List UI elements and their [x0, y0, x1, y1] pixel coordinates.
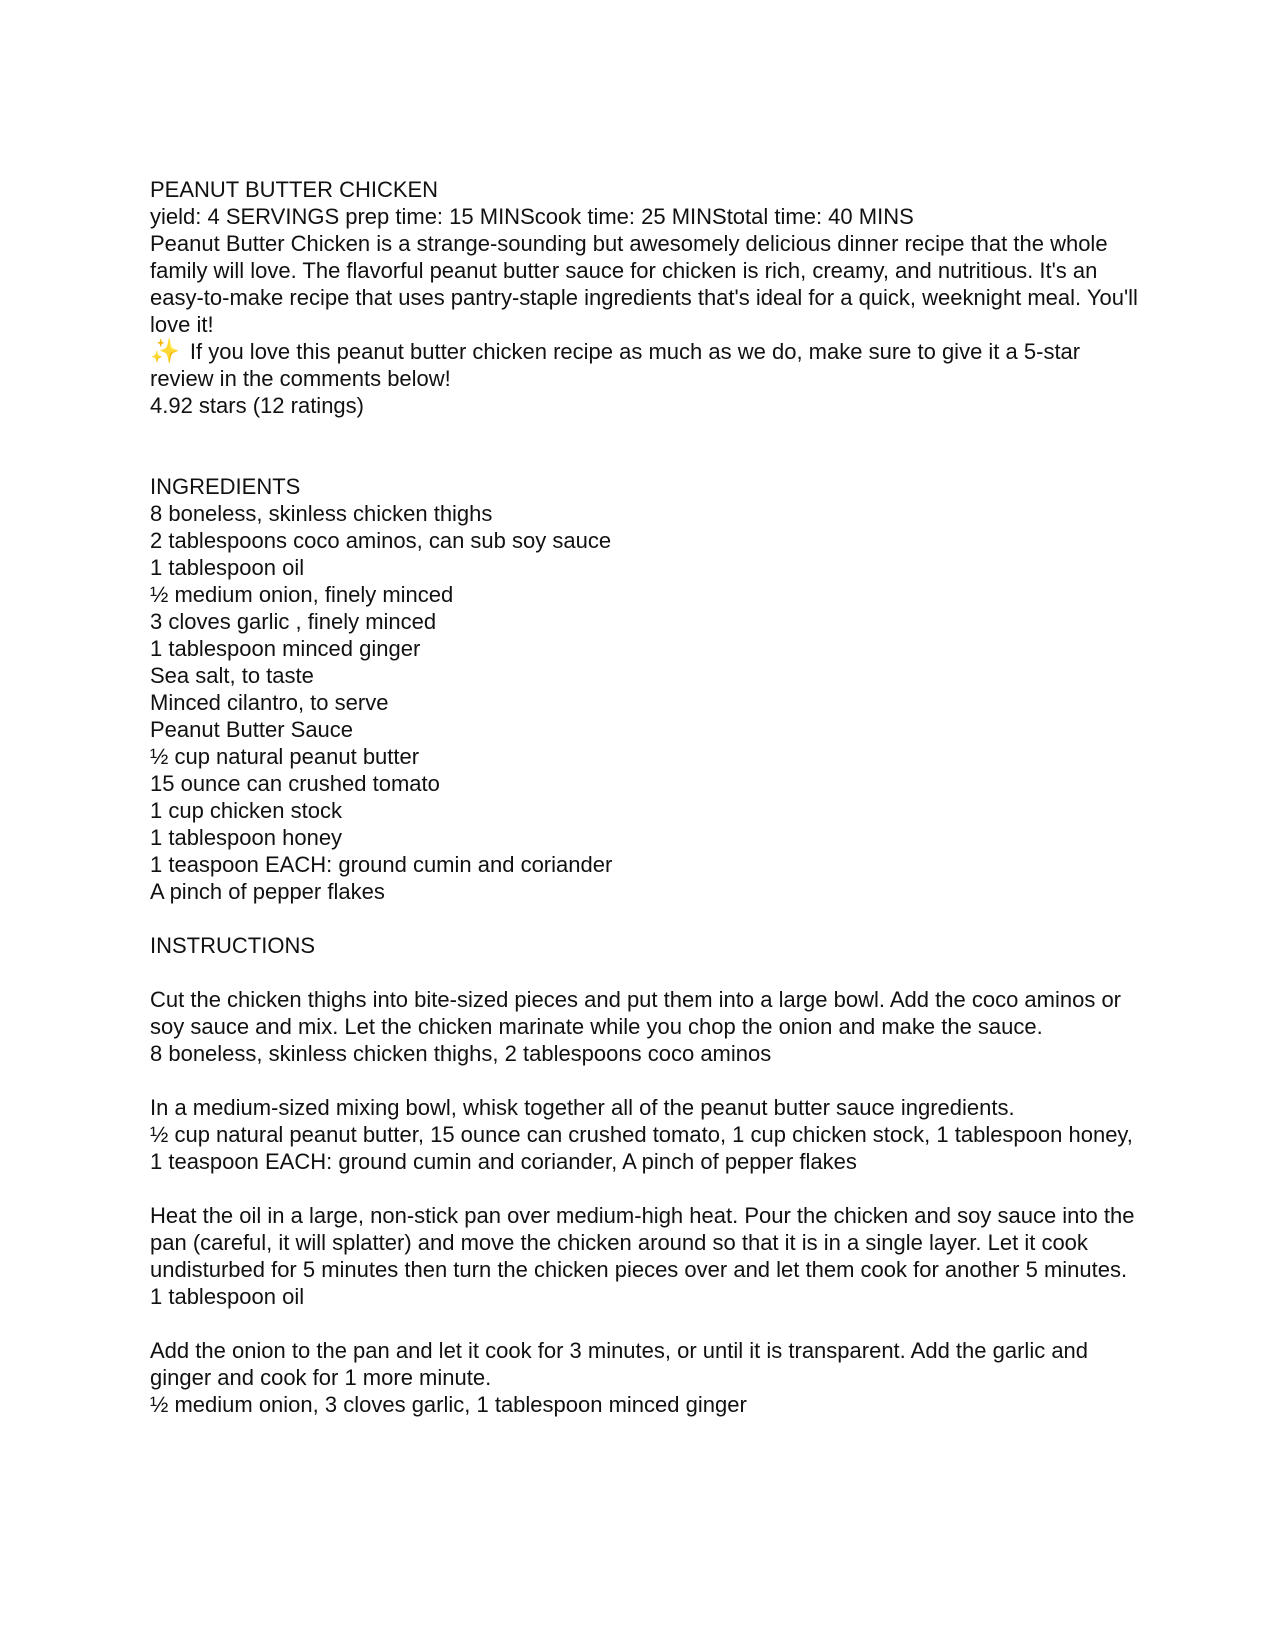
ingredients-heading: INGREDIENTS: [150, 474, 301, 499]
step-ingredients: 8 boneless, skinless chicken thighs, 2 tablespoons coco aminos: [150, 1041, 772, 1066]
ingredients-list: [150, 500, 1140, 905]
ingredient-item: A pinch of pepper flakes: [150, 879, 385, 904]
step-text: Add the onion to the pan and let it cook for 3 minutes, or until it is transparent. Add the garlic and ginger and cook for 1 more minute.: [150, 1338, 1089, 1390]
ingredient-item: 1 cup chicken stock: [150, 798, 342, 823]
ingredient-item: 8 boneless, skinless chicken thighs: [150, 501, 493, 526]
document-page: [150, 176, 1140, 1418]
ingredient-item: ½ cup natural peanut butter: [150, 744, 420, 769]
step-text: Cut the chicken thighs into bite-sized pieces and put them into a large bowl. Add the coco aminos or soy sauce and mix. Let the chicken marinate while you chop the onion and make the sauce.: [150, 987, 1122, 1039]
instruction-step-4: [150, 1337, 1140, 1418]
ingredient-item: Minced cilantro, to serve: [150, 690, 389, 715]
ingredient-item: Sea salt, to taste: [150, 663, 314, 688]
ingredient-item: 15 ounce can crushed tomato: [150, 771, 440, 796]
ingredient-item: 1 tablespoon minced ginger: [150, 636, 421, 661]
review-prompt-text: If you love this peanut butter chicken recipe as much as we do, make sure to give it a 5-star review in the comments below!: [150, 339, 1081, 391]
step-ingredients: ½ cup natural peanut butter, 15 ounce can crushed tomato, 1 cup chicken stock, 1 tablespoon honey, 1 teaspoon EACH: ground cumin and coriander, A pinch of pepper flakes: [150, 1122, 1133, 1174]
ingredient-item: 1 tablespoon honey: [150, 825, 343, 850]
recipe-meta: yield: 4 SERVINGS prep time: 15 MINScook time: 25 MINStotal time: 40 MINS: [150, 204, 914, 229]
instruction-step-1: [150, 986, 1140, 1067]
ingredient-item: 1 teaspoon EACH: ground cumin and coriander: [150, 852, 613, 877]
rating-text: 4.92 stars (12 ratings): [150, 393, 364, 418]
step-ingredients: ½ medium onion, 3 cloves garlic, 1 tablespoon minced ginger: [150, 1392, 747, 1417]
ingredient-subheading: Peanut Butter Sauce: [150, 717, 354, 742]
recipe-title: PEANUT BUTTER CHICKEN: [150, 177, 439, 202]
ingredient-item: 2 tablespoons coco aminos, can sub soy sauce: [150, 528, 612, 553]
sparkle-icon: ✨: [150, 337, 180, 365]
instructions-heading: INSTRUCTIONS: [150, 933, 315, 958]
recipe-description: Peanut Butter Chicken is a strange-sounding but awesomely delicious dinner recipe that the whole family will love. The flavorful peanut butter sauce for chicken is rich, creamy, and nutritious. It's an easy-to-make recipe that uses pantry-staple ingredients that's ideal for a quick, weeknight meal. You'll love it!: [150, 231, 1138, 337]
instruction-step-2: [150, 1094, 1140, 1175]
ingredient-item: ½ medium onion, finely minced: [150, 582, 454, 607]
step-text: Heat the oil in a large, non-stick pan over medium-high heat. Pour the chicken and soy sauce into the pan (careful, it will splatter) and move the chicken around so that it is in a single layer. Let it cook undisturbed for 5 minutes then turn the chicken pieces over and let them cook for another 5 minutes.: [150, 1203, 1135, 1282]
step-text: In a medium-sized mixing bowl, whisk together all of the peanut butter sauce ingredients.: [150, 1095, 1015, 1120]
ingredient-item: 1 tablespoon oil: [150, 555, 305, 580]
instruction-step-3: [150, 1202, 1140, 1310]
review-prompt: [150, 338, 1140, 392]
step-ingredients: 1 tablespoon oil: [150, 1284, 305, 1309]
ingredient-item: 3 cloves garlic , finely minced: [150, 609, 437, 634]
